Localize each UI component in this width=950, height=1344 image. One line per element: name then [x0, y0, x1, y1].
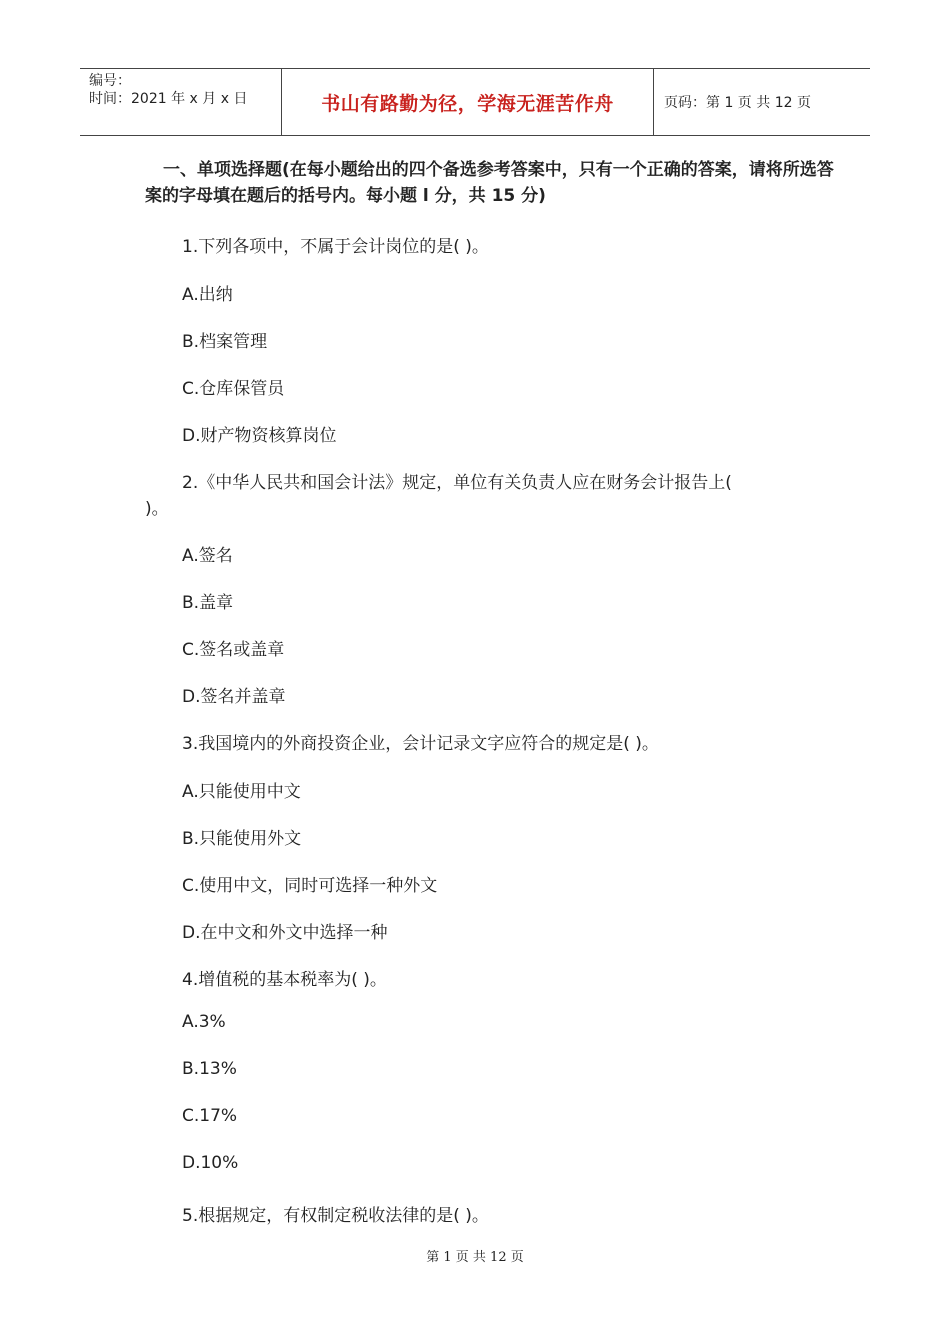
- question-stem: 5.根据规定，有权制定税收法律的是( )。: [182, 1206, 489, 1226]
- option: C.使用中文，同时可选择一种外文: [182, 876, 438, 896]
- question-stem-continuation: )。: [145, 499, 169, 519]
- header-meta: [80, 69, 282, 135]
- motto: 书山有路勤为径，学海无涯苦作舟: [321, 92, 614, 115]
- question-stem: 3.我国境内的外商投资企业，会计记录文字应符合的规定是( )。: [182, 734, 659, 754]
- option: D.10%: [182, 1153, 239, 1173]
- option: B.档案管理: [182, 332, 268, 352]
- option: A.3%: [182, 1012, 226, 1032]
- page-header: [80, 68, 870, 136]
- number-label: 编号：: [89, 73, 131, 89]
- page-info: 页码：第 1 页 共 12 页: [664, 95, 811, 111]
- question-stem: 4.增值税的基本税率为( )。: [182, 970, 387, 990]
- question-stem: 1.下列各项中，不属于会计岗位的是( )。: [182, 237, 489, 257]
- option: B.盖章: [182, 593, 234, 613]
- question-stem: 2.《中华人民共和国会计法》规定，单位有关负责人应在财务会计报告上(: [182, 473, 732, 493]
- header-motto-cell: [282, 69, 654, 135]
- page-footer: [0, 1246, 950, 1265]
- option: A.出纳: [182, 285, 233, 305]
- option: C.签名或盖章: [182, 640, 285, 660]
- option: D.签名并盖章: [182, 687, 286, 707]
- option: C.仓库保管员: [182, 379, 285, 399]
- time-label: 时间：2021 年 x 月 x 日: [89, 91, 248, 107]
- option: D.财产物资核算岗位: [182, 426, 337, 446]
- option: C.17%: [182, 1106, 238, 1126]
- option: A.只能使用中文: [182, 782, 301, 802]
- option: B.13%: [182, 1059, 237, 1079]
- section-title: 一、单项选择题(在每小题给出的四个备选参考答案中，只有一个正确的答案，请将所选答案的字母填在题后的括号内。每小题 l 分，共 15 分): [145, 160, 834, 206]
- header-page-info: [654, 69, 870, 135]
- option: A.签名: [182, 546, 233, 566]
- option: B.只能使用外文: [182, 829, 302, 849]
- footer-page-number: 第 1 页 共 12 页: [426, 1250, 524, 1265]
- option: D.在中文和外文中选择一种: [182, 923, 388, 943]
